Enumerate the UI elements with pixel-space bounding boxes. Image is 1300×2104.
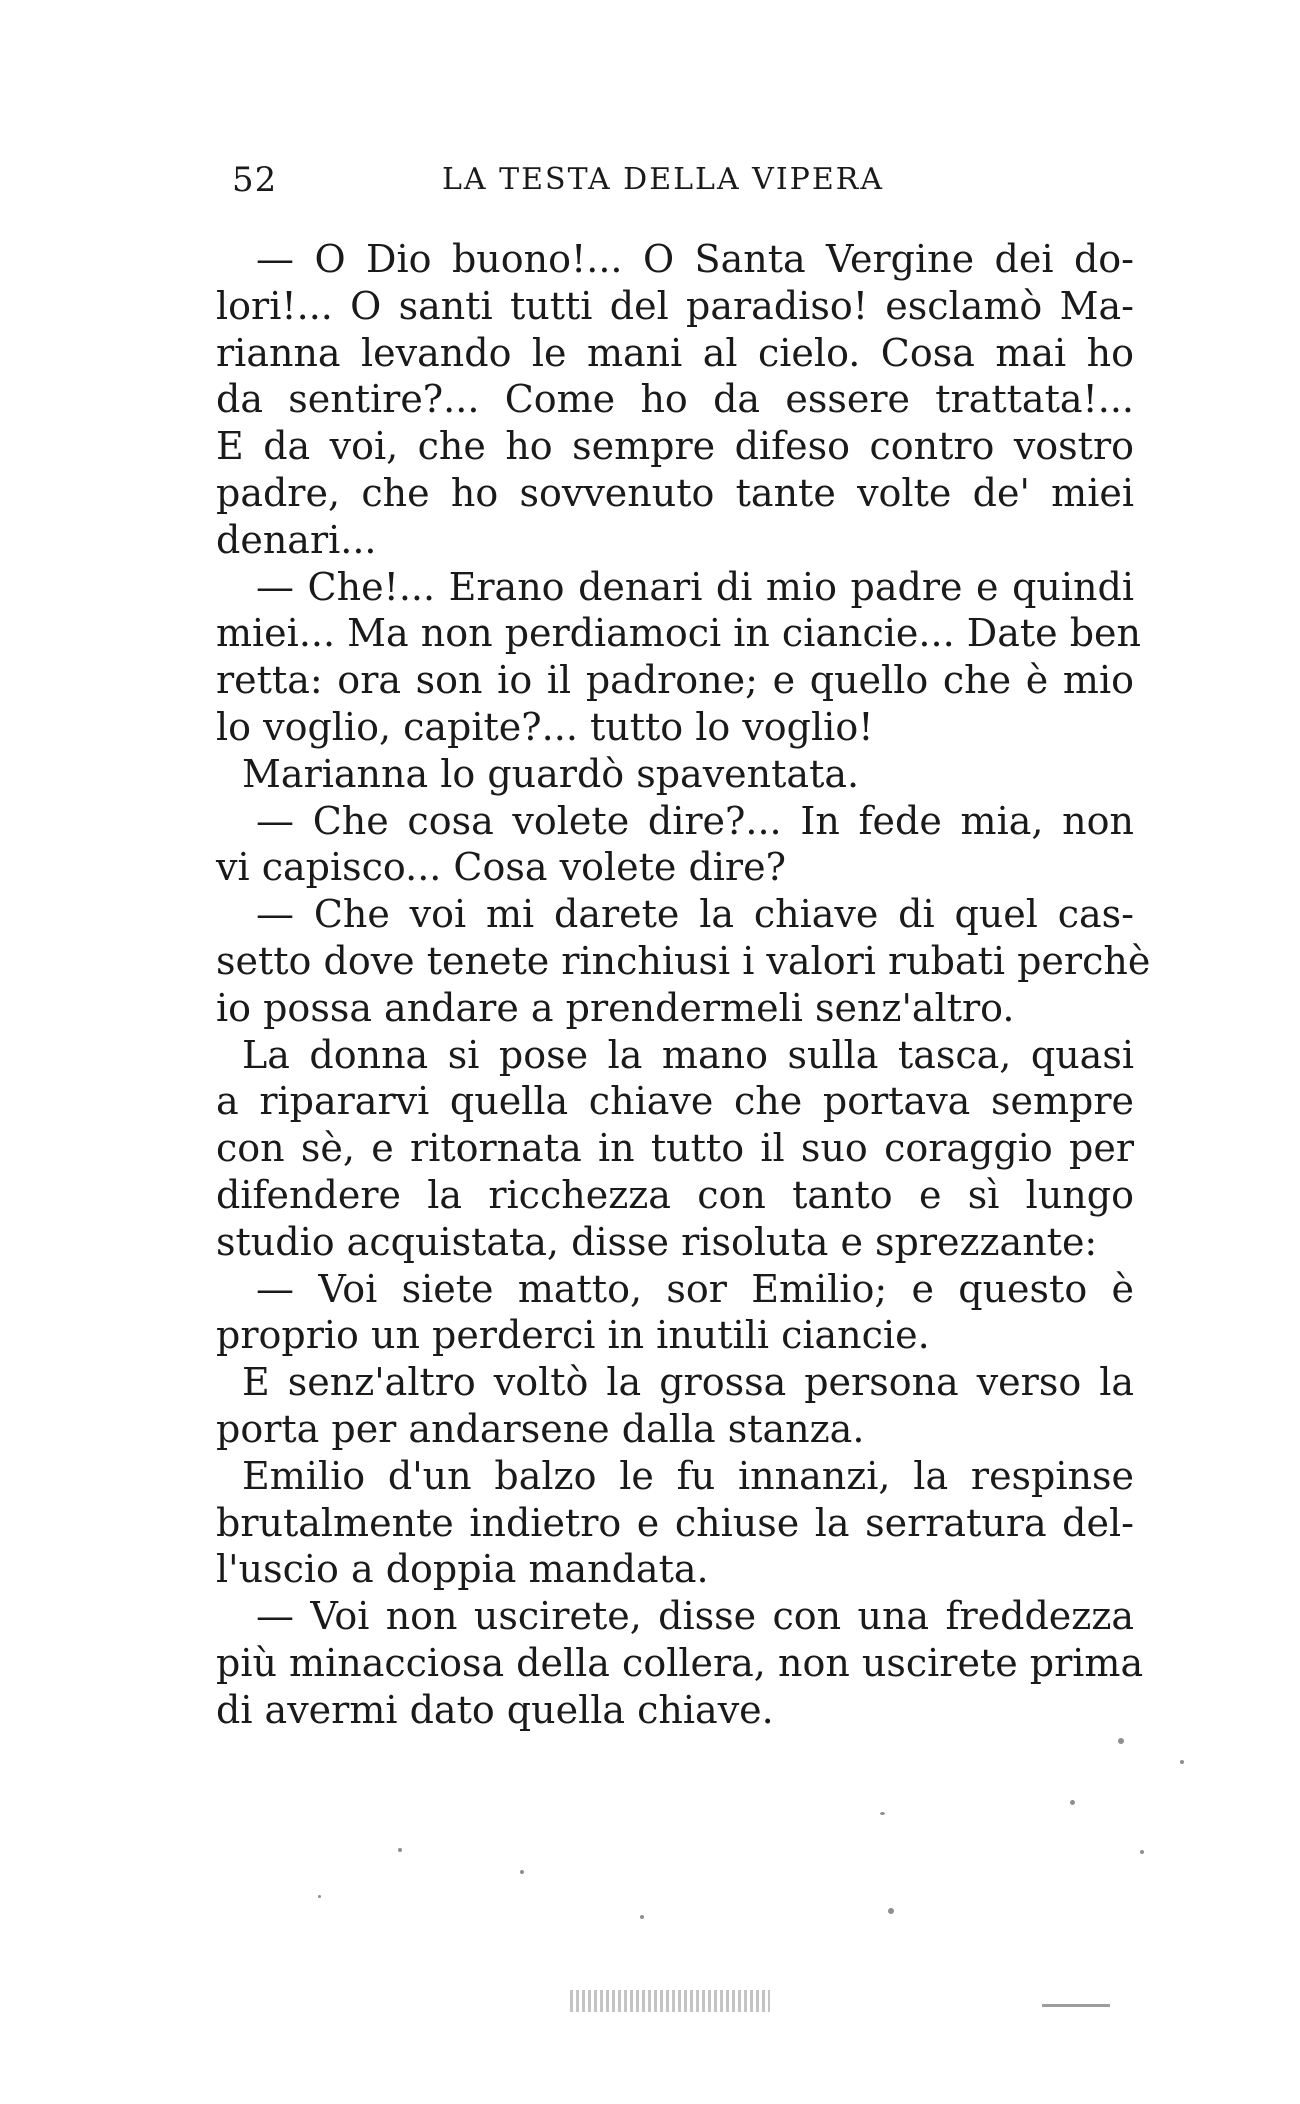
paper-speck: [398, 1848, 402, 1852]
text-line: E senz'altro voltò la grossa persona verso la: [242, 1360, 1134, 1405]
running-title: LA TESTA DELLA VIPERA: [442, 162, 885, 197]
text-line: difendere la ricchezza con tanto e sì lungo: [216, 1172, 1134, 1217]
text-line: più minacciosa della collera, non uscirete prima: [216, 1640, 1144, 1685]
text-line: Emilio d'un balzo le fu innanzi, la respinse: [242, 1453, 1134, 1498]
text-line: studio acquistata, disse risoluta e sprezzante:: [216, 1219, 1098, 1264]
paper-speck: [1070, 1800, 1075, 1805]
text-line: vi capisco... Cosa volete dire?: [216, 845, 786, 890]
page-number: 52: [232, 160, 278, 200]
text-line: Marianna lo guardò spaventata.: [242, 751, 860, 796]
text-line: La donna si pose la mano sulla tasca, quasi: [242, 1032, 1134, 1077]
text-line: lo voglio, capite?... tutto lo voglio!: [216, 704, 874, 749]
text-line: rianna levando le mani al cielo. Cosa mai ho: [216, 330, 1134, 375]
text-line: brutalmente indietro e chiuse la serratura del-: [216, 1500, 1134, 1545]
text-line: — O Dio buono!... O Santa Vergine dei do-: [256, 237, 1134, 281]
text-line: miei... Ma non perdiamoci in ciancie... Date ben: [216, 611, 1141, 656]
text-line: setto dove tenete rinchiusi i valori rubati perchè: [216, 938, 1151, 983]
paper-speck: [1180, 1760, 1184, 1764]
text-line: — Che voi mi darete la chiave di quel cas-: [256, 892, 1134, 937]
paper-speck: [888, 1908, 894, 1914]
paper-speck: [318, 1895, 321, 1898]
text-line: io possa andare a prendermeli senz'altro.: [216, 985, 1015, 1030]
print-rule-mark: [1042, 2004, 1110, 2007]
text-line: a ripararvi quella chiave che portava sempre: [216, 1079, 1134, 1124]
paper-speck: [1118, 1738, 1124, 1744]
text-line: da sentire?... Come ho da essere trattata!...: [216, 377, 1134, 422]
text-line: lori!... O santi tutti del paradiso! esclamò Ma-: [216, 283, 1134, 328]
text-line: — Voi siete matto, sor Emilio; e questo è: [256, 1266, 1134, 1311]
text-line: proprio un perderci in inutili ciancie.: [216, 1313, 930, 1358]
paper-speck: [880, 1812, 885, 1815]
page-body: [216, 236, 1151, 1734]
text-line: di avermi dato quella chiave.: [216, 1687, 774, 1732]
text-line: — Voi non uscirete, disse con una freddezza: [256, 1594, 1134, 1639]
text-line: retta: ora son io il padrone; e quello che è mio: [216, 658, 1134, 703]
paper-speck: [640, 1915, 644, 1919]
text-line: — Che cosa volete dire?... In fede mia, non: [256, 798, 1134, 843]
text-line: — Che!... Erano denari di mio padre e quindi: [256, 564, 1134, 609]
text-line: denari...: [216, 517, 377, 562]
page-header: [232, 160, 1132, 210]
paper-speck: [520, 1870, 524, 1874]
text-line: l'uscio a doppia mandata.: [216, 1547, 709, 1592]
text-line: E da voi, che ho sempre difeso contro vostro: [216, 424, 1134, 469]
text-line: padre, che ho sovvenuto tante volte de' miei: [216, 470, 1134, 515]
text-line: con sè, e ritornata in tutto il suo coraggio per: [216, 1126, 1134, 1171]
print-smudge: [570, 1990, 770, 2012]
text-line: porta per andarsene dalla stanza.: [216, 1406, 865, 1451]
paper-speck: [1140, 1850, 1144, 1854]
